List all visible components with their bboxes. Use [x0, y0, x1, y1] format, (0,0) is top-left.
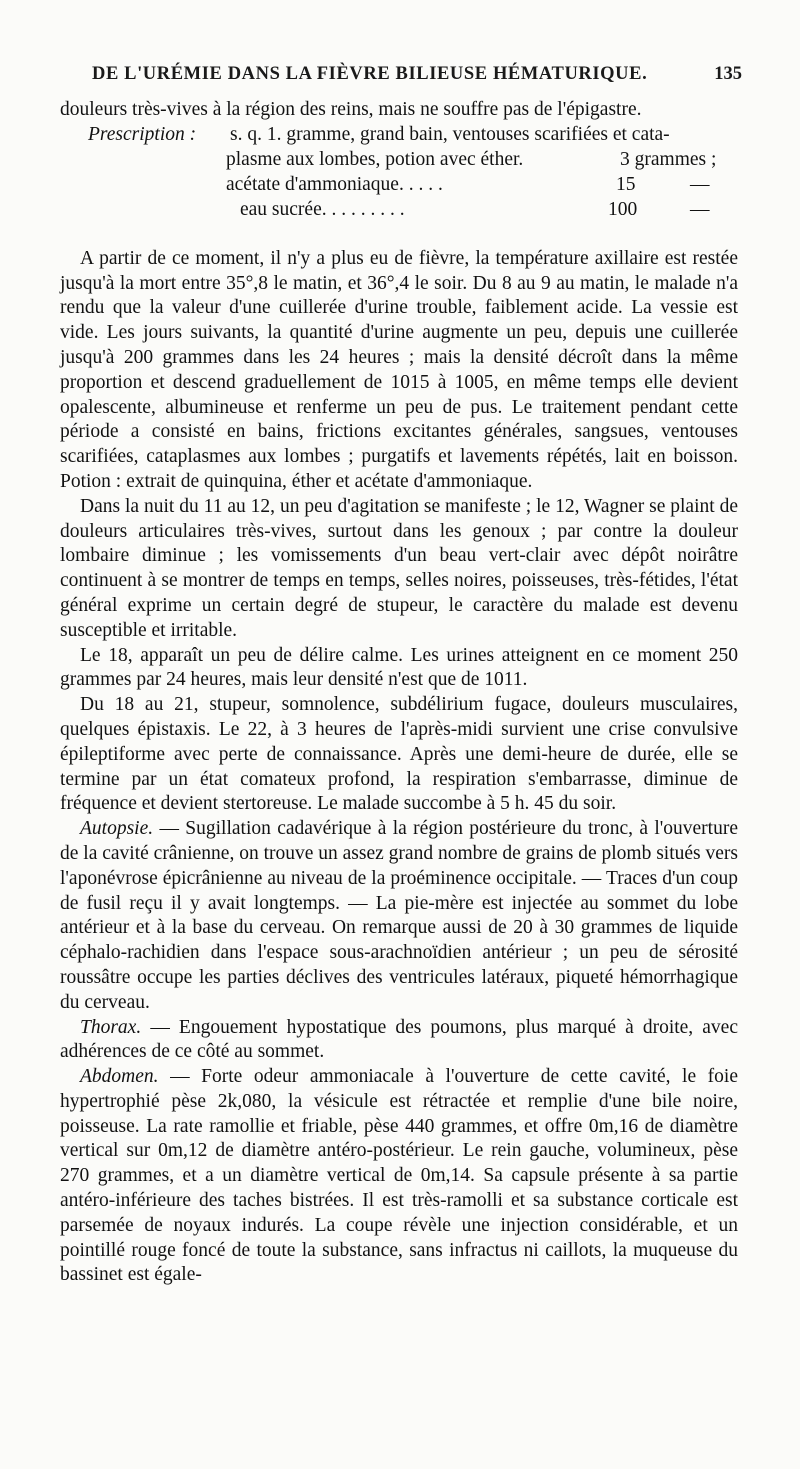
running-head: DE L'URÉMIE DANS LA FIÈVRE BILIEUSE HÉMATURIQUE.: [92, 64, 648, 84]
page-body: [60, 98, 738, 1288]
prescription-line-4: eau sucrée. . . . . . . . .: [240, 198, 405, 220]
prescription-line-1: s. q. 1. gramme, grand bain, ventouses scarifiées et cata-: [230, 123, 670, 145]
paragraph-fever: A partir de ce moment, il n'y a plus eu de fièvre, la température axillaire est restée jusqu'à la mort entre 35°,8 le matin, et 36°,4 le soir. Du 8 au 9 au matin, le malade n'a rendu que la valeur d'une cuillerée d'urine trouble, faiblement acide. La vessie est vide. Les jours suivants, la quantité d'urine augmente un peu, depuis une cuillerée jusqu'à 200 grammes dans les 24 heures ; mais la densité décroît dans la même proportion et descend graduellement de 1015 à 1005, en même temps elle devient opalescente, albumineuse et renferme un peu de pus. Le traitement pendant cette période a consisté en bains, frictions excitantes générales, sangsues, ventouses scarifiées, cataplasmes aux lombes ; purgatifs et lavements répétés, lait en boisson. Potion : extrait de quinquina, éther et acétate d'ammoniaque.: [60, 247, 738, 492]
thorax-text: — Engouement hypostatique des poumons, plus marqué à droite, avec adhérences de ce côté au sommet.: [60, 1016, 738, 1063]
paragraph-night-11-12: Dans la nuit du 11 au 12, un peu d'agitation se manifeste ; le 12, Wagner se plaint de douleurs articulaires très-vives, surtout dans les genoux ; par contre la douleur lombaire diminue ; les vomissements d'un beau vert-clair avec dépôt noirâtre continuent à se montrer de temps en temps, selles noires, poisseuses, très-fétides, l'état général exprime un certain degré de stupeur, le caractère du malade est devenu susceptible et irritable.: [60, 495, 738, 641]
prescription-line-3-quantity: 15: [616, 173, 636, 195]
opening-line: douleurs très-vives à la région des reins, mais ne souffre pas de l'épigastre.: [60, 99, 642, 120]
paragraph-autopsie: [60, 817, 738, 1015]
autopsie-label: Autopsie.: [80, 818, 154, 840]
prescription-label: Prescription :: [88, 123, 197, 145]
paragraph-day-18-21: Du 18 au 21, stupeur, somnolence, subdélirium fugace, douleurs musculaires, quelques épistaxis. Le 22, à 3 heures de l'après-midi survient une crise convulsive épileptiforme avec perte de connaissance. Après une demi-heure de durée, elle se termine par un état comateux profond, la respiration s'embarrasse, diminue de fréquence et devient stertoreuse. Le malade succombe à 5 h. 45 du soir.: [60, 694, 738, 815]
paragraph-thorax: [60, 1016, 738, 1066]
thorax-label: Thorax.: [80, 1016, 142, 1038]
autopsie-text: — Sugillation cadavérique à la région postérieure du tronc, à l'ouverture de la cavité crânienne, on trouve un assez grand nombre de grains de plomb situés vers l'aponévrose épicrânienne au niveau de la proéminence occipitale. — Traces d'un coup de fusil reçu il y avait longtemps. — La pie-mère est injectée au sommet du lobe antérieur et à la base du cerveau. On remarque aussi de 20 à 30 grammes de liquide céphalo-rachidien dans l'espace sous-arachnoïdien antérieur ; un peu de sérosité roussâtre occupe les parties déclives des ventricules latéraux, piqueté hémorrhagique du cerveau.: [60, 818, 738, 1013]
prescription-line-4-quantity: 100: [608, 198, 638, 220]
abdomen-label: Abdomen.: [80, 1066, 159, 1088]
prescription-line-2: plasme aux lombes, potion avec éther.: [226, 148, 524, 170]
page-number: 135: [714, 64, 742, 84]
abdomen-text: — Forte odeur ammoniacale à l'ouverture de cette cavité, le foie hypertrophié pèse 2k,080, la vésicule est rétractée et remplie d'une bile noire, poisseuse. La rate ramollie et friable, pèse 440 grammes, et offre 0m,16 de diamètre vertical sur 0m,12 de diamètre antéro-postérieur. Le rein gauche, volumineux, pèse 270 grammes, et a un diamètre vertical de 0m,14. Sa capsule présente à sa partie antéro-inférieure des taches bistrées. Il est très-ramolli et sa substance corticale est parsemée de noyaux indurés. La coupe révèle une injection considérable, et un pointillé rouge foncé de toute la substance, sans infractus ni caillots, la muqueuse du bassinet est égale-: [60, 1066, 738, 1286]
page-header: [82, 60, 742, 90]
prescription-line-3-unit: —: [690, 173, 710, 195]
paragraph-day-18: Le 18, apparaît un peu de délire calme. Les urines atteignent en ce moment 250 grammes par 24 heures, mais leur densité n'est que de 1011.: [60, 644, 738, 691]
prescription-line-4-unit: —: [690, 198, 710, 220]
prescription-line-2-quantity: 3 grammes ;: [620, 148, 717, 170]
prescription-block: [60, 123, 738, 247]
paragraph-abdomen: [60, 1065, 738, 1288]
prescription-line-3: acétate d'ammoniaque. . . . .: [226, 173, 443, 195]
